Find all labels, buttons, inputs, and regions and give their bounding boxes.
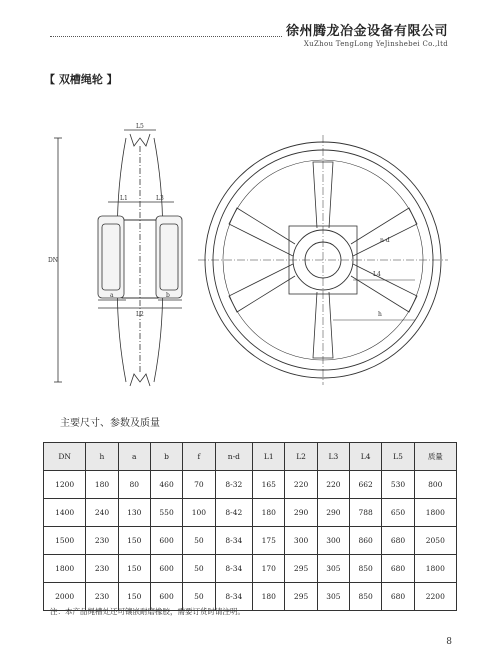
header-cell: f <box>183 443 215 471</box>
table-cell: 295 <box>285 583 317 611</box>
table-cell: 175 <box>253 527 285 555</box>
table-cell: 800 <box>414 471 456 499</box>
sheave-technical-drawing <box>38 120 458 390</box>
table-cell: 850 <box>350 555 382 583</box>
spec-table <box>43 442 457 611</box>
table-cell: 550 <box>150 499 182 527</box>
table-cell: 240 <box>86 499 118 527</box>
table-cell: 650 <box>382 499 414 527</box>
header-cell: L3 <box>317 443 349 471</box>
table-cell: 305 <box>317 583 349 611</box>
label-dn: DN <box>48 257 59 264</box>
company-name-english: XuZhou TengLong YeJinshebei Co.,ltd <box>303 40 448 48</box>
section-title: 【 双槽绳轮 】 <box>44 73 118 86</box>
table-cell: 150 <box>118 583 150 611</box>
table-cell: 150 <box>118 555 150 583</box>
table-row <box>44 499 457 527</box>
table-cell: 2200 <box>414 583 456 611</box>
table-cell: 70 <box>183 471 215 499</box>
header-cell: h <box>86 443 118 471</box>
label-l1: L1 <box>120 195 128 202</box>
table-cell: 662 <box>350 471 382 499</box>
table-cell: 460 <box>150 471 182 499</box>
table-cell: 8-42 <box>215 499 253 527</box>
table-cell: 1200 <box>44 471 86 499</box>
table-cell: 130 <box>118 499 150 527</box>
table-cell: 300 <box>285 527 317 555</box>
table-cell: 680 <box>382 555 414 583</box>
table-cell: 2000 <box>44 583 86 611</box>
table-cell: 1400 <box>44 499 86 527</box>
table-header-row <box>44 443 457 471</box>
table-cell: 600 <box>150 583 182 611</box>
footnote: 注：本产品绳槽处还可镶嵌耐磨橡胶，需要订货时请注明。 <box>50 607 245 616</box>
page-header <box>0 0 500 60</box>
table-cell: 150 <box>118 527 150 555</box>
table-cell: 1800 <box>414 555 456 583</box>
table-cell: 180 <box>253 499 285 527</box>
table-cell: 600 <box>150 527 182 555</box>
table-cell: 290 <box>317 499 349 527</box>
header-cell: L5 <box>382 443 414 471</box>
table-cell: 600 <box>150 555 182 583</box>
table-cell: 180 <box>253 583 285 611</box>
table-cell: 290 <box>285 499 317 527</box>
company-name-chinese: 徐州腾龙冶金设备有限公司 <box>285 24 448 39</box>
table-cell: 530 <box>382 471 414 499</box>
header-cell: 质量 <box>414 443 456 471</box>
table-cell: 1800 <box>414 499 456 527</box>
table-cell: 2050 <box>414 527 456 555</box>
table-cell: 850 <box>350 583 382 611</box>
label-n-d: n-d <box>380 237 390 244</box>
header-cell: DN <box>44 443 86 471</box>
label-l2: L2 <box>136 311 144 318</box>
table-cell: 1800 <box>44 555 86 583</box>
table-cell: 8-32 <box>215 471 253 499</box>
header-cell: L2 <box>285 443 317 471</box>
label-b: b <box>166 292 170 299</box>
table-row <box>44 471 457 499</box>
table-cell: 788 <box>350 499 382 527</box>
label-l3: L3 <box>156 195 164 202</box>
table-cell: 50 <box>183 583 215 611</box>
header-cell: L1 <box>253 443 285 471</box>
table-row <box>44 527 457 555</box>
table-cell: 80 <box>118 471 150 499</box>
header-cell: a <box>118 443 150 471</box>
table-cell: 50 <box>183 527 215 555</box>
table-cell: 8-34 <box>215 555 253 583</box>
table-cell: 680 <box>382 583 414 611</box>
table-cell: 305 <box>317 555 349 583</box>
table-cell: 170 <box>253 555 285 583</box>
label-h: h <box>378 311 382 318</box>
label-l5: L5 <box>136 123 144 130</box>
table-cell: 8-34 <box>215 527 253 555</box>
table-cell: 295 <box>285 555 317 583</box>
table-cell: 300 <box>317 527 349 555</box>
table-cell: 180 <box>86 471 118 499</box>
table-cell: 1500 <box>44 527 86 555</box>
label-a: a <box>110 292 114 299</box>
table-cell: 230 <box>86 555 118 583</box>
table-cell: 230 <box>86 583 118 611</box>
table-cell: 220 <box>285 471 317 499</box>
table-row <box>44 555 457 583</box>
table-cell: 100 <box>183 499 215 527</box>
table-title: 主要尺寸、参数及质量 <box>60 418 160 429</box>
table-cell: 165 <box>253 471 285 499</box>
header-cell: b <box>150 443 182 471</box>
table-cell: 680 <box>382 527 414 555</box>
table-cell: 8-34 <box>215 583 253 611</box>
header-cell: L4 <box>350 443 382 471</box>
page-number: 8 <box>446 637 452 647</box>
table-cell: 220 <box>317 471 349 499</box>
table-cell: 50 <box>183 555 215 583</box>
table-cell: 230 <box>86 527 118 555</box>
header-dotted-rule <box>50 36 282 37</box>
table-cell: 860 <box>350 527 382 555</box>
label-l4: L4 <box>373 271 381 278</box>
header-cell: n-d <box>215 443 253 471</box>
